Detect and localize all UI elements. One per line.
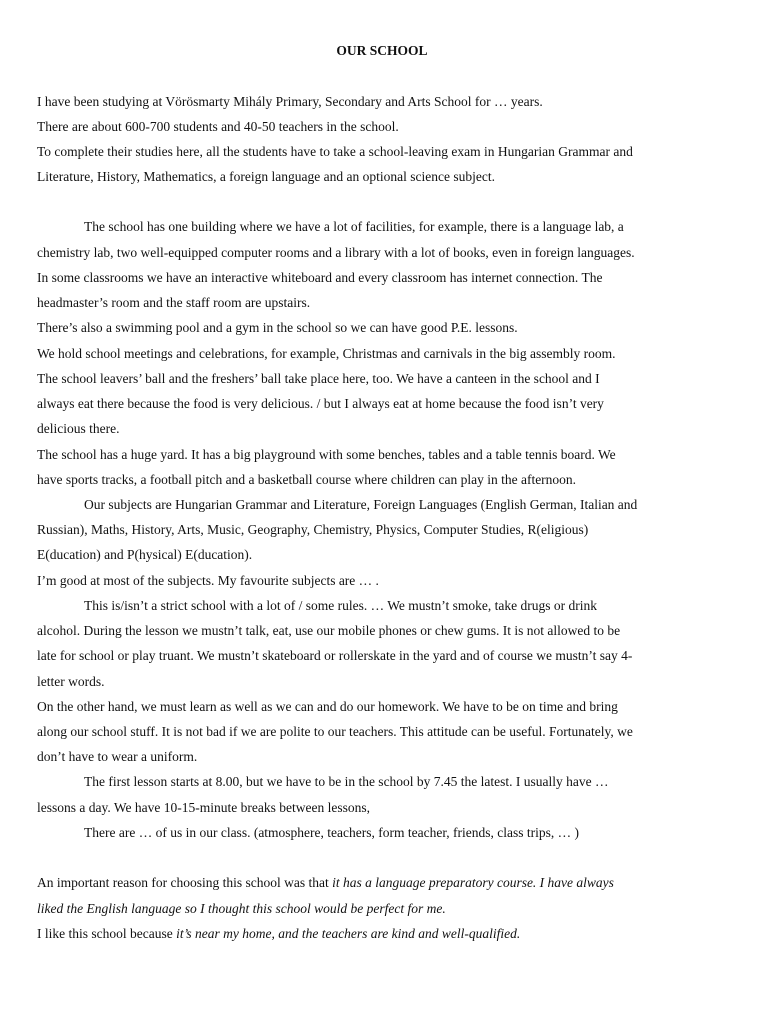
like-line: [37, 925, 520, 942]
reason-italic-text: it has a language preparatory course. I have always: [332, 875, 614, 890]
text-line: late for school or play truant. We mustn’t skateboard or rollerskate in the yard and of course we mustn’t say 4-: [37, 648, 633, 663]
like-italic-text: it’s near my home, and the teachers are kind and well-qualified.: [176, 926, 521, 941]
text-line: The first lesson starts at 8.00, but we have to be in the school by 7.45 the latest. I usually have …: [84, 774, 609, 789]
text-line: There are about 600-700 students and 40-50 teachers in the school.: [37, 119, 399, 134]
text-line: Literature, History, Mathematics, a foreign language and an optional science subject.: [37, 169, 495, 184]
text-line: I have been studying at Vörösmarty Mihály Primary, Secondary and Arts School for … years.: [37, 94, 543, 109]
text-line: delicious there.: [37, 421, 120, 436]
text-line: There’s also a swimming pool and a gym in the school so we can have good P.E. lessons.: [37, 320, 518, 335]
text-line: The school has a huge yard. It has a big playground with some benches, tables and a table tennis board. We: [37, 447, 616, 462]
text-line: Our subjects are Hungarian Grammar and Literature, Foreign Languages (English German, Italian and: [84, 497, 638, 512]
text-line: don’t have to wear a uniform.: [37, 749, 198, 764]
text-line: This is/isn’t a strict school with a lot of / some rules. … We mustn’t smoke, take drugs or drink: [84, 598, 597, 613]
text-line: letter words.: [37, 674, 105, 689]
text-line: have sports tracks, a football pitch and a basketball course where children can play in the afternoon.: [37, 472, 577, 487]
text-line: To complete their studies here, all the students have to take a school-leaving exam in Hungarian Grammar and: [37, 144, 633, 159]
page-title: OUR SCHOOL: [336, 43, 428, 58]
text-line: There are … of us in our class. (atmosphere, teachers, form teacher, friends, class trips, … ): [84, 825, 580, 840]
text-line: Russian), Maths, History, Arts, Music, Geography, Chemistry, Physics, Computer Studies, R(eligious): [37, 522, 589, 537]
text-line: alcohol. During the lesson we mustn’t talk, eat, use our mobile phones or chew gums. It is not allowed to be: [37, 623, 621, 638]
text-line: The school has one building where we have a lot of facilities, for example, there is a language lab, a: [84, 219, 624, 234]
reason-line: [37, 874, 614, 891]
like-text: I like this school because: [37, 926, 177, 941]
text-line: chemistry lab, two well-equipped computer rooms and a library with a lot of books, even in foreign languages.: [37, 245, 635, 260]
text-line: We hold school meetings and celebrations, for example, Christmas and carnivals in the big assembly room.: [37, 346, 616, 361]
text-line: In some classrooms we have an interactive whiteboard and every classroom has internet connection. The: [37, 270, 603, 285]
text-line: always eat there because the food is very delicious. / but I always eat at home because the food isn’t very: [37, 396, 604, 411]
text-line: On the other hand, we must learn as well as we can and do our homework. We have to be on time and bring: [37, 699, 618, 714]
reason-italic-line: liked the English language so I thought this school would be perfect for me.: [37, 901, 446, 916]
text-line: The school leavers’ ball and the freshers’ ball take place here, too. We have a canteen in the school and I: [37, 371, 600, 386]
text-line: E(ducation) and P(hysical) E(ducation).: [37, 547, 253, 562]
text-line: lessons a day. We have 10-15-minute breaks between lessons,: [37, 800, 370, 815]
text-line: along our school stuff. It is not bad if we are polite to our teachers. This attitude can be useful. Fortunately, we: [37, 724, 633, 739]
text-line: headmaster’s room and the staff room are upstairs.: [37, 295, 311, 310]
text-line: I’m good at most of the subjects. My favourite subjects are … .: [37, 573, 379, 588]
reason-text: An important reason for choosing this school was that: [37, 875, 333, 890]
